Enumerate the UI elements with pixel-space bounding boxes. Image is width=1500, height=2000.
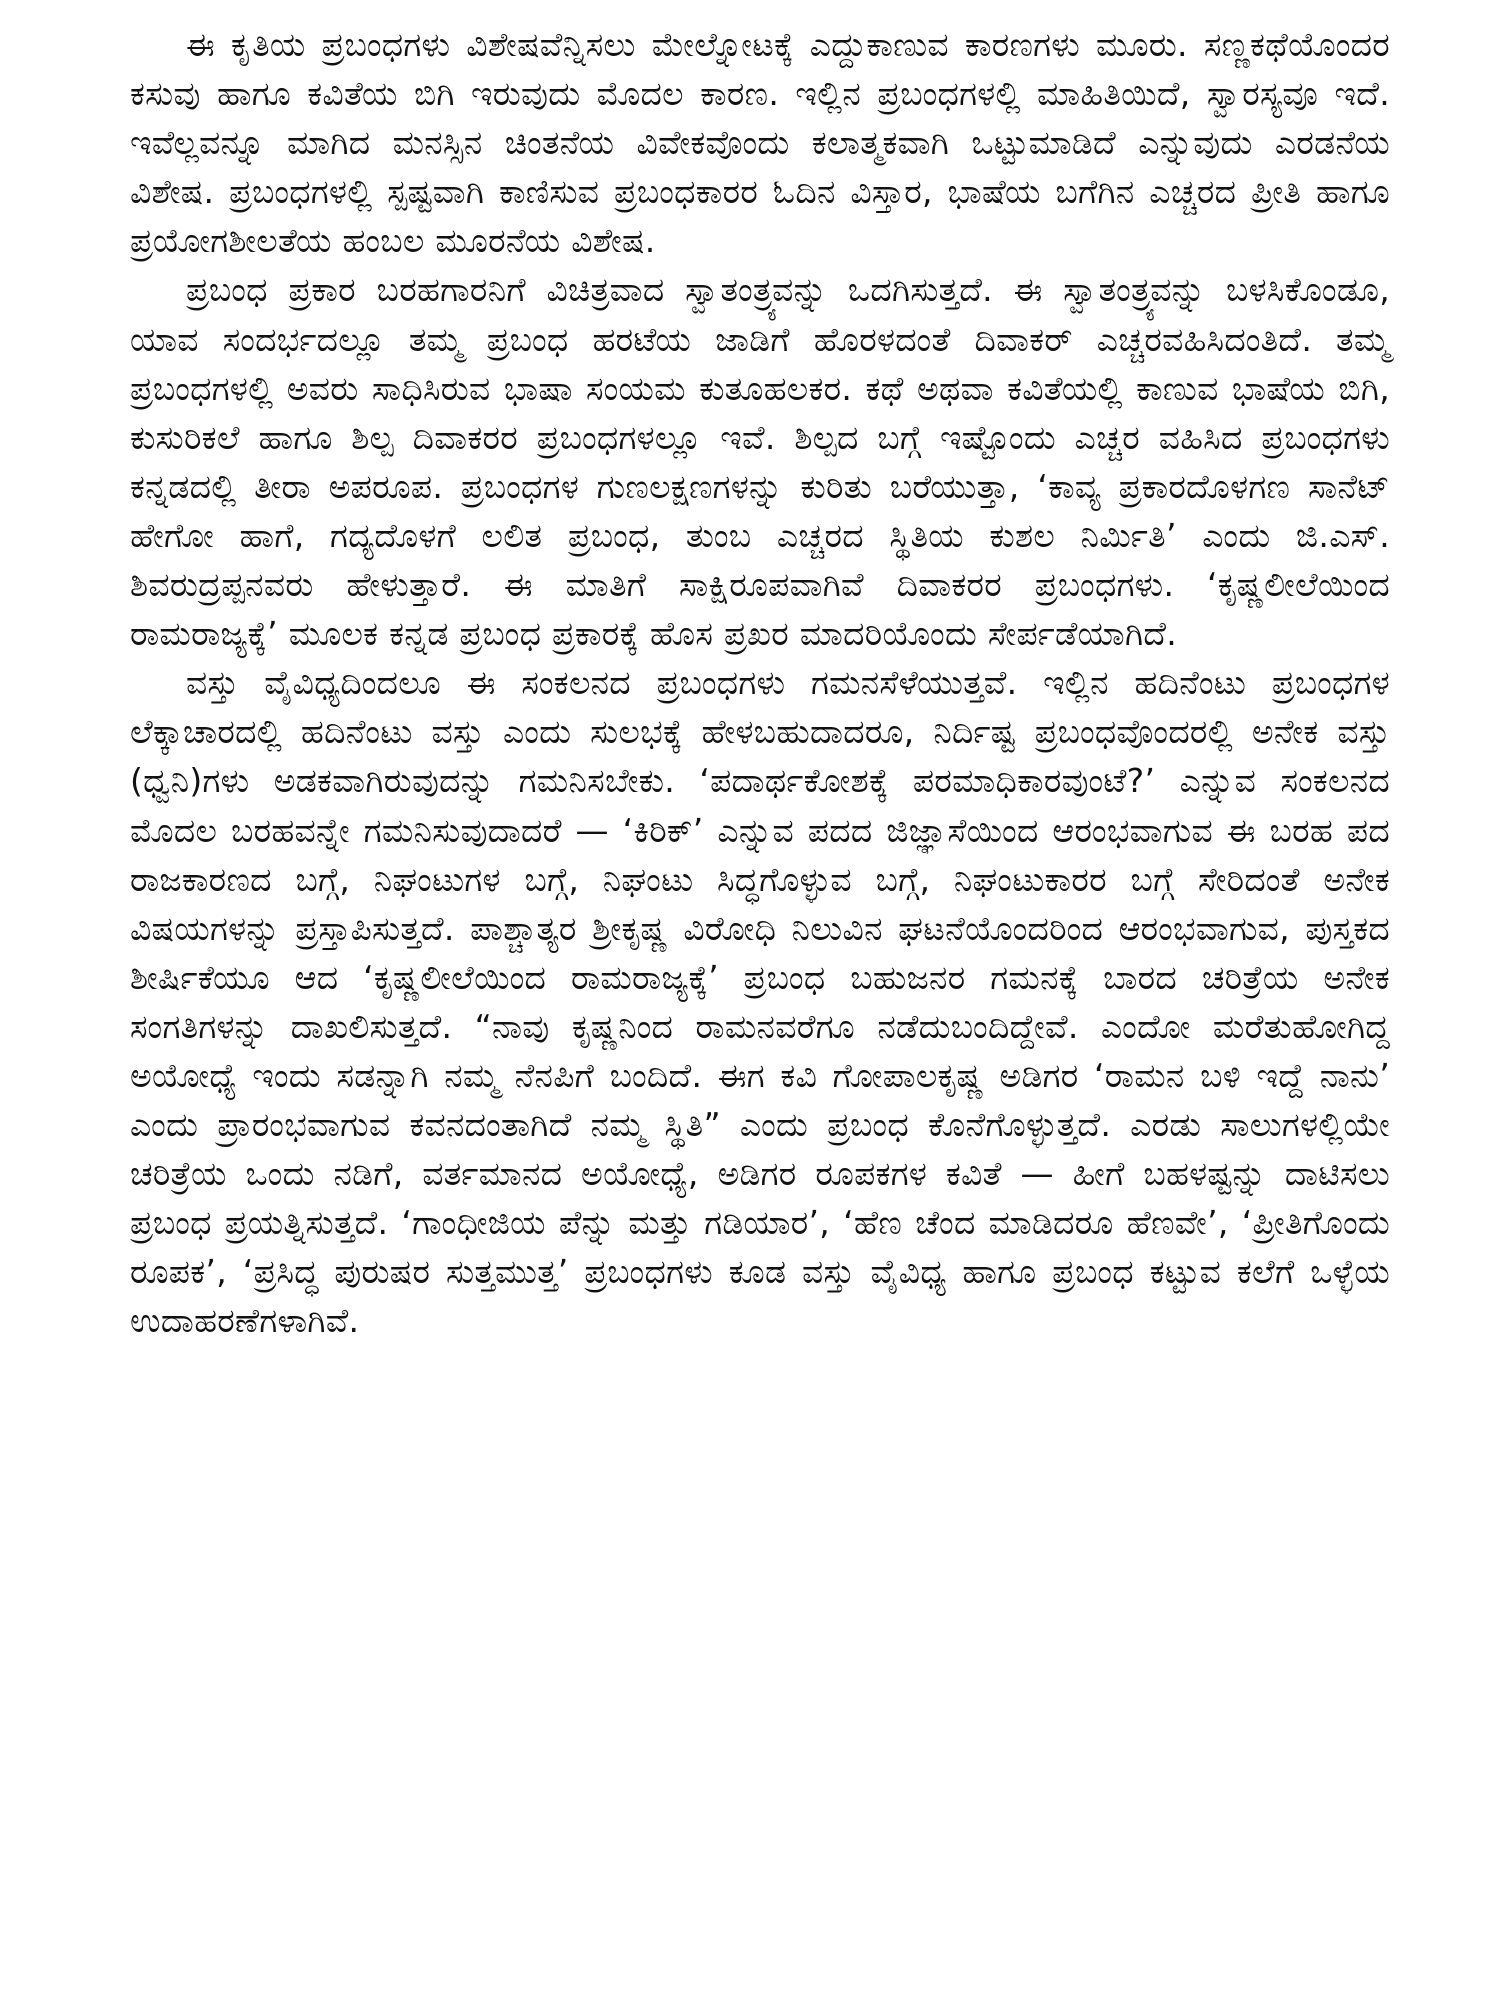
paragraph-1: ಈ ಕೃತಿಯ ಪ್ರಬಂಧಗಳು ವಿಶೇಷವೆನ್ನಿಸಲು ಮೇಲ್ನೋಟಕ್ಕೆ ಎದ್ದುಕಾಣುವ ಕಾರಣಗಳು ಮೂರು. ಸಣ್ಣಕಥೆಯೊಂದರ ಕಸುವು ಹಾಗೂ ಕವಿತೆಯ ಬಿಗಿ ಇರುವುದು ಮೊದಲ ಕಾರಣ. ಇಲ್ಲಿನ ಪ್ರಬಂಧಗಳಲ್ಲಿ ಮಾಹಿತಿಯಿದೆ, ಸ್ವಾರಸ್ಯವೂ ಇದೆ. ಇವೆಲ್ಲವನ್ನೂ ಮಾಗಿದ ಮನಸ್ಸಿನ ಚಿಂತನೆಯ ವಿವೇಕವೊಂದು ಕಲಾತ್ಮಕವಾಗಿ ಒಟ್ಟುಮಾಡಿದೆ ಎನ್ನುವುದು ಎರಡನೆಯ ವಿಶೇಷ. ಪ್ರಬಂಧಗಳಲ್ಲಿ ಸ್ಪಷ್ಟವಾಗಿ ಕಾಣಿಸುವ ಪ್ರಬಂಧಕಾರರ ಓದಿನ ವಿಸ್ತಾರ, ಭಾಷೆಯ ಬಗೆಗಿನ ಎಚ್ಚರದ ಪ್ರೀತಿ ಹಾಗೂ ಪ್ರಯೋಗಶೀಲತೆಯ ಹಂಬಲ ಮೂರನೆಯ ವಿಶೇಷ. <box>130 25 1390 261</box>
paragraph-2: ಪ್ರಬಂಧ ಪ್ರಕಾರ ಬರಹಗಾರನಿಗೆ ವಿಚಿತ್ರವಾದ ಸ್ವಾತಂತ್ರ್ಯವನ್ನು ಒದಗಿಸುತ್ತದೆ. ಈ ಸ್ವಾತಂತ್ರ್ಯವನ್ನು ಬಳಸಿಕೊಂಡೂ, ಯಾವ ಸಂದರ್ಭದಲ್ಲೂ ತಮ್ಮ ಪ್ರಬಂಧ ಹರಟೆಯ ಜಾಡಿಗೆ ಹೊರಳದಂತೆ ದಿವಾಕರ್ ಎಚ್ಚರವಹಿಸಿದಂತಿದೆ. ತಮ್ಮ ಪ್ರಬಂಧಗಳಲ್ಲಿ ಅವರು ಸಾಧಿಸಿರುವ ಭಾಷಾ ಸಂಯಮ ಕುತೂಹಲಕರ. ಕಥೆ ಅಥವಾ ಕವಿತೆಯಲ್ಲಿ ಕಾಣುವ ಭಾಷೆಯ ಬಿಗಿ, ಕುಸುರಿಕಲೆ ಹಾಗೂ ಶಿಲ್ಪ ದಿವಾಕರರ ಪ್ರಬಂಧಗಳಲ್ಲೂ ಇವೆ. ಶಿಲ್ಪದ ಬಗ್ಗೆ ಇಷ್ಟೊಂದು ಎಚ್ಚರ ವಹಿಸಿದ ಪ್ರಬಂಧಗಳು ಕನ್ನಡದಲ್ಲಿ ತೀರಾ ಅಪರೂಪ. ಪ್ರಬಂಧಗಳ ಗುಣಲಕ್ಷಣಗಳನ್ನು ಕುರಿತು ಬರೆಯುತ್ತಾ, ‘ಕಾವ್ಯ ಪ್ರಕಾರದೊಳಗಣ ಸಾನೆಟ್ ಹೇಗೋ ಹಾಗೆ, ಗದ್ಯದೊಳಗೆ ಲಲಿತ ಪ್ರಬಂಧ, ತುಂಬ ಎಚ್ಚರದ ಸ್ಥಿತಿಯ ಕುಶಲ ನಿರ್ಮಿತಿ’ ಎಂದು ಜಿ.ಎಸ್. ಶಿವರುದ್ರಪ್ಪನವರು ಹೇಳುತ್ತಾರೆ. ಈ ಮಾತಿಗೆ ಸಾಕ್ಷಿರೂಪವಾಗಿವೆ ದಿವಾಕರರ ಪ್ರಬಂಧಗಳು. ‘ಕೃಷ್ಣಲೀಲೆಯಿಂದ ರಾಮರಾಜ್ಯಕ್ಕೆ’ ಮೂಲಕ ಕನ್ನಡ ಪ್ರಬಂಧ ಪ್ರಕಾರಕ್ಕೆ ಹೊಸ ಪ್ರಖರ ಮಾದರಿಯೊಂದು ಸೇರ್ಪಡೆಯಾಗಿದೆ. <box>130 270 1390 654</box>
paragraph-3: ವಸ್ತು ವೈವಿಧ್ಯದಿಂದಲೂ ಈ ಸಂಕಲನದ ಪ್ರಬಂಧಗಳು ಗಮನಸೆಳೆಯುತ್ತವೆ. ಇಲ್ಲಿನ ಹದಿನೆಂಟು ಪ್ರಬಂಧಗಳ ಲೆಕ್ಕಾಚಾರದಲ್ಲಿ ಹದಿನೆಂಟು ವಸ್ತು ಎಂದು ಸುಲಭಕ್ಕೆ ಹೇಳಬಹುದಾದರೂ, ನಿರ್ದಿಷ್ಟ ಪ್ರಬಂಧವೊಂದರಲ್ಲಿ ಅನೇಕ ವಸ್ತು (ಧ್ವನಿ)ಗಳು ಅಡಕವಾಗಿರುವುದನ್ನು ಗಮನಿಸಬೇಕು. ‘ಪದಾರ್ಥಕೋಶಕ್ಕೆ ಪರಮಾಧಿಕಾರವುಂಟೆ?’ ಎನ್ನುವ ಸಂಕಲನದ ಮೊದಲ ಬರಹವನ್ನೇ ಗಮನಿಸುವುದಾದರೆ — ‘ಕಿರಿಕ್’ ಎನ್ನುವ ಪದದ ಜಿಜ್ಞಾಸೆಯಿಂದ ಆರಂಭವಾಗುವ ಈ ಬರಹ ಪದ ರಾಜಕಾರಣದ ಬಗ್ಗೆ, ನಿಘಂಟುಗಳ ಬಗ್ಗೆ, ನಿಘಂಟು ಸಿದ್ಧಗೊಳ್ಳುವ ಬಗ್ಗೆ, ನಿಘಂಟುಕಾರರ ಬಗ್ಗೆ ಸೇರಿದಂತೆ ಅನೇಕ ವಿಷಯಗಳನ್ನು ಪ್ರಸ್ತಾಪಿಸುತ್ತದೆ. ಪಾಶ್ಚಾತ್ಯರ ಶ್ರೀಕೃಷ್ಣ ವಿರೋಧಿ ನಿಲುವಿನ ಘಟನೆಯೊಂದರಿಂದ ಆರಂಭವಾಗುವ, ಪುಸ್ತಕದ ಶೀರ್ಷಿಕೆಯೂ ಆದ ‘ಕೃಷ್ಣಲೀಲೆಯಿಂದ ರಾಮರಾಜ್ಯಕ್ಕೆ’ ಪ್ರಬಂಧ ಬಹುಜನರ ಗಮನಕ್ಕೆ ಬಾರದ ಚರಿತ್ರೆಯ ಅನೇಕ ಸಂಗತಿಗಳನ್ನು ದಾಖಲಿಸುತ್ತದೆ. “ನಾವು ಕೃಷ್ಣನಿಂದ ರಾಮನವರೆಗೂ ನಡೆದುಬಂದಿದ್ದೇವೆ. ಎಂದೋ ಮರೆತುಹೋಗಿದ್ದ ಅಯೋಧ್ಯೆ ಇಂದು ಸಡನ್ನಾಗಿ ನಮ್ಮ ನೆನಪಿಗೆ ಬಂದಿದೆ. ಈಗ ಕವಿ ಗೋಪಾಲಕೃಷ್ಣ ಅಡಿಗರ ‘ರಾಮನ ಬಳಿ ಇದ್ದೆ ನಾನು’ ಎಂದು ಪ್ರಾರಂಭವಾಗುವ ಕವನದಂತಾಗಿದೆ ನಮ್ಮ ಸ್ಥಿತಿ” ಎಂದು ಪ್ರಬಂಧ ಕೊನೆಗೊಳ್ಳುತ್ತದೆ. ಎರಡು ಸಾಲುಗಳಲ್ಲಿಯೇ ಚರಿತ್ರೆಯ ಒಂದು ನಡಿಗೆ, ವರ್ತಮಾನದ ಅಯೋಧ್ಯೆ, ಅಡಿಗರ ರೂಪಕಗಳ ಕವಿತೆ — ಹೀಗೆ ಬಹಳಷ್ಟನ್ನು ದಾಟಿಸಲು ಪ್ರಬಂಧ ಪ್ರಯತ್ನಿಸುತ್ತದೆ. ‘ಗಾಂಧೀಜಿಯ ಪೆನ್ನು ಮತ್ತು ಗಡಿಯಾರ’, ‘ಹೆಣ ಚೆಂದ ಮಾಡಿದರೂ ಹೆಣವೇ’, ‘ಪ್ರೀತಿಗೊಂದು ರೂಪಕ’, ‘ಪ್ರಸಿದ್ಧ ಪುರುಷರ ಸುತ್ತಮುತ್ತ’ ಪ್ರಬಂಧಗಳು ಕೂಡ ವಸ್ತು ವೈವಿಧ್ಯ ಹಾಗೂ ಪ್ರಬಂಧ ಕಟ್ಟುವ ಕಲೆಗೆ ಒಳ್ಳೆಯ ಉದಾಹರಣೆಗಳಾಗಿವೆ. <box>130 663 1390 1341</box>
